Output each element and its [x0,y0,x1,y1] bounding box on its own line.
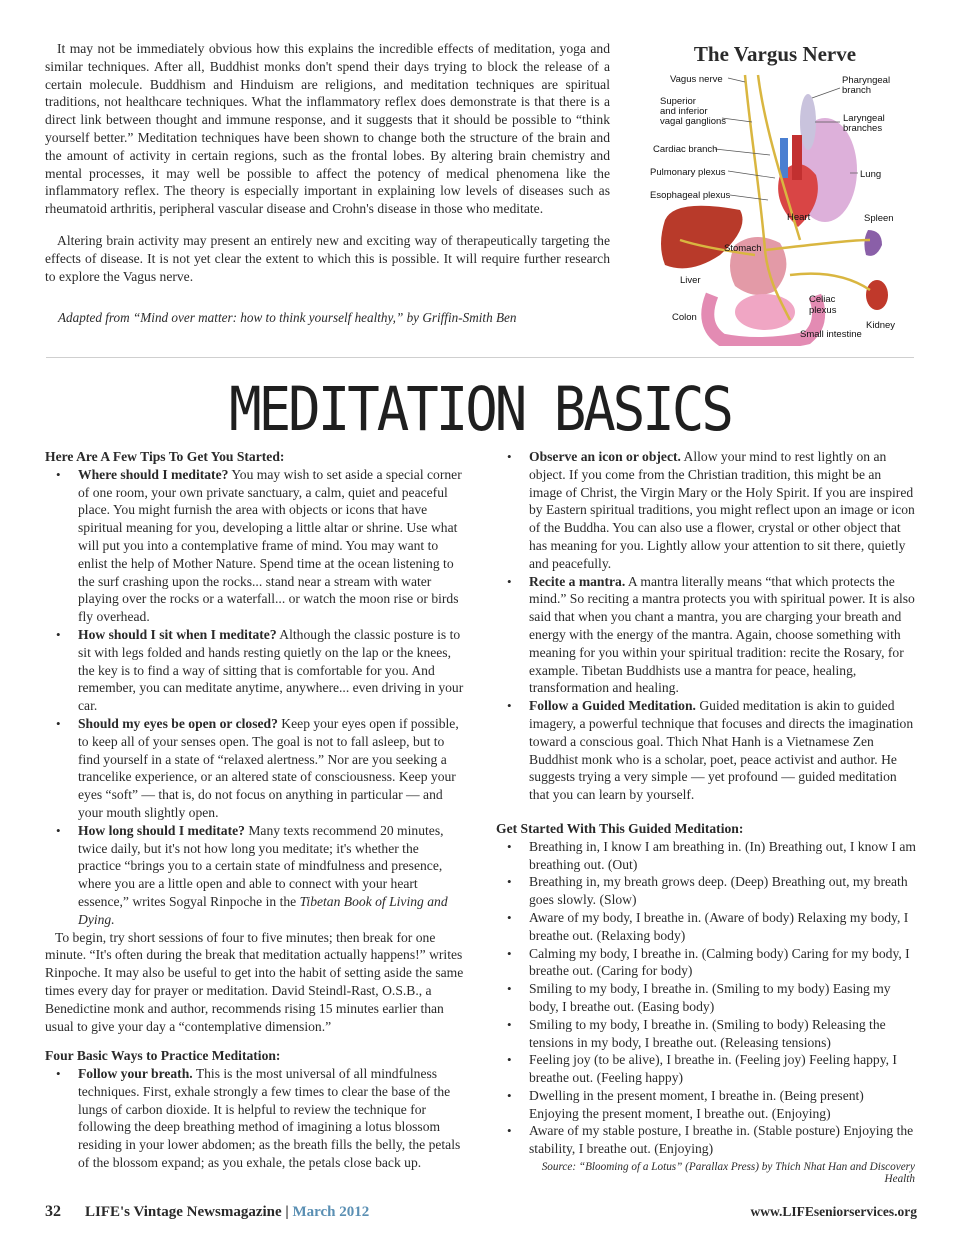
tip-text: Although the classic posture is to sit with legs folded and hands resting quietly on the lap or the knees, the key is to find a way of sitting that is comfortable for you. And remember, you can meditate anytime, anywhere... even driving in your car. [78,626,464,714]
tips-heading: Here Are A Few Tips To Get You Started: [45,449,285,464]
guided-item: • Smiling to my body, I breathe in. (Smiling to my body) Easing my body, I breathe out. (Easing body) [529,980,916,1016]
label-pulmonary-plexus: Pulmonary plexus [650,167,726,178]
vagus-nerve-figure [640,40,910,346]
source-citation: Source: “Blooming of a Lotus” (Parallax Press) by Thich Nhat Han and Discovery Health [541,1161,915,1185]
tip-lead: How long should I meditate? [78,822,245,838]
ways-heading: Four Basic Ways to Practice Meditation: [45,1048,281,1064]
way-item [78,1065,465,1172]
ways-list-right [496,448,916,804]
label-kidney: Kidney [866,320,896,331]
magazine-title: LIFE's Vintage Newsmagazine | [85,1204,289,1220]
tip-lead: Where should I meditate? [78,466,229,482]
label-heart: Heart [787,212,811,223]
label-spleen: Spleen [864,213,894,224]
website-link[interactable]: www.LIFEseniorservices.org [750,1204,917,1219]
trachea-shape [800,94,816,150]
way-text: Guided meditation is akin to guided imagery, a powerful technique that focuses and directs the imagination toward a conscious goal. Thich Nhat Hanh is a Vietnamese Zen Buddhist monk who is a scholar, poet, peace activist and author. He suggests trying a very simple — yet profound — guided meditation that you can learn by yourself. [529,698,914,803]
label-lung: Lung [860,169,882,180]
label-vagus-nerve: Vagus nerve [670,74,723,85]
guided-item: • Dwelling in the present moment, I breathe in. (Being present) Enjoying the present moment, I breathe out. (Enjoying) [529,1087,916,1123]
label-superior: Superior [660,96,696,107]
way-lead: Follow a Guided Meditation. [529,698,696,714]
way-item [529,573,916,698]
guided-item: • Feeling joy (to be alive), I breathe in. (Feeling joy) Feeling happy, I breathe out. (Feeling happy) [529,1051,916,1087]
tips-list [45,466,465,929]
book-title: Tibetan Book of Living and Dying. [78,893,448,927]
way-lead: Observe an icon or object. [529,449,681,464]
intro-paragraph-1: It may not be immediately obvious how this explains the incredible effects of meditation, yoga and similar techniques. After all, Buddhist monks don't spend their days trying to block the release of a certain molecule. Buddhism and Hinduism are religions, and meditation techniques are spiritual traditions, not healthcare techniques. What the inflammatory reflex does demonstrate is that there is a direct link between thought and immune response, and it suggests that it should be possible to “think yourself better.” Meditation techniques have been shown to change both the structure of the brain and the amount of activity in certain regions, such as the frontal lobes. By altering brain chemistry and mental processes, it may well be possible to affect the potency of medical phenomena like the inflammatory reflex. The theory is especially important in explaining low levels of diseases such as rheumatoid arthritis, peripheral vascular disease and Crohn's disease in those who meditate. [45,41,610,217]
label-ganglions: vagal ganglions [660,116,727,127]
label-pharyngeal-branch: branch [842,85,872,96]
guided-item: • Aware of my body, I breathe in. (Aware of body) Relaxing my body, I breathe out. (Relaxing body) [529,909,916,945]
tip-item [78,466,465,626]
label-stomach: Stomach [724,243,762,254]
way-text: Allow your mind to rest lightly on an object. If you come from the Christian tradition, this might be an image of Christ, the Virgin Mary or the Holy Spirit. If you are inspired by Eastern spiritual traditions, you might reflect upon an image or icon of the Buddha. You can also use a flower, crystal or other object that has meaning for you. Lightly allow your attention to sit there, quietly and peacefully. [529,449,915,571]
article-credit: Adapted from “Mind over matter: how to think yourself healthy,” by Griffin-Smith Ben [58,310,517,325]
tip-text: Many texts recommend 20 minutes, twice daily, but it's not how long you meditate; it's whether the practice “brings you to a certain state of mindfulness and presence, where you are a little open and able to connect with your heart essence,” writes Sogyal Rinpoche in the [78,822,444,909]
guided-list [496,838,916,1158]
aorta-shape [792,135,802,180]
issue-date: March 2012 [292,1204,370,1220]
label-celiac: Celiac [809,294,836,305]
way-item [529,697,916,804]
label-inferior: and inferior [660,106,708,117]
way-text: A mantra literally means “that which protects the mind.” So reciting a mantra protects you with spiritual power. It is also said that when you chant a mantra, you are charging your breath and energy with the energy of the mantra. Again, choose something with meaning for you within your spiritual tradition: recite the Rosary, for example. Tibetan Buddhists use a mantra for peace, healing, transformation and healing. [529,573,915,696]
label-esophageal-plexus: Esophageal plexus [650,190,731,201]
section-divider [46,357,914,358]
intro-section [45,40,610,299]
page-number: 32 [45,1203,61,1220]
page-footer [45,1203,917,1225]
label-laryngeal: Laryngeal [843,113,885,124]
guided-item: • Aware of my stable posture, I breathe in. (Stable posture) Enjoying the stability, I breathe out. (Enjoying) [529,1122,916,1158]
label-celiac-plexus: plexus [809,305,837,316]
guided-item: • Breathing in, my breath grows deep. (Deep) Breathing out, my breath goes slowly. (Slow) [529,873,916,909]
guided-item: • Breathing in, I know I am breathing in. (In) Breathing out, I know I am breathing out. (Out) [529,838,916,874]
begin-paragraph: To begin, try short sessions of four to five minutes; then break for one minute. “It's often during the break that meditation actually happens!” writes Rinpoche. It may also be useful to get into the habit of setting aside the same times every day for prayer or meditation. David Steindl-Rast, O.S.B., a Benedictine monk and author, recommends rising 15 minutes earlier than usual to give your day a “contemplative dimension.” [45,929,464,1034]
guided-item: • Smiling to my body, I breathe in. (Smiling to body) Releasing the tensions in my body, I breathe out. (Releasing tensions) [529,1016,916,1052]
tip-item [78,626,465,715]
tip-text: Keep your eyes open if possible, to keep all of your senses open. The goal is not to fall asleep, but to find yourself in a state of “relaxed alertness.” Nor are you seeking a trancelike experience, or an altered state of consciousness. Keep your eyes “soft” — that is, do not focus on anything in particular — and your mouth slightly open. [78,715,459,820]
guided-heading: Get Started With This Guided Meditation: [496,820,744,836]
label-laryngeal-branches: branches [843,123,883,134]
label-small-intestine: Small intestine [800,329,862,340]
intro-paragraph-2: Altering brain activity may present an entirely new and exciting way of therapeutically targeting the effects of disease. It is not yet clear the extent to which this is possible. It will require further research to explore the Vagus nerve. [45,232,610,284]
way-text: This is the most universal of all mindfulness techniques. First, exhale strongly a few times to clear the base of the lungs of carbon dioxide. It is helpful to review the technique for following the deep breathing method of imagining a lotus blossom residing in your lower abdomen; as the breath fills the belly, the petals of the blossom expand; as you exhale, the petals close back up. [78,1066,461,1171]
label-pharyngeal: Pharyngeal [842,75,891,86]
left-column [45,448,465,1172]
way-item [529,448,916,573]
label-liver: Liver [680,275,701,286]
tip-item [78,715,465,822]
tip-lead: Should my eyes be open or closed? [78,715,278,731]
section-headline: MEDITATION BASICS [229,374,731,445]
tip-lead: How should I sit when I meditate? [78,626,277,642]
vein-shape [780,138,788,178]
right-column [496,448,916,1158]
anatomy-illustration [640,40,910,346]
tip-text: You may wish to set aside a special corner of one room, your own private sanctuary, a calm, quiet and peaceful place. You might furnish the area with objects or icons that have spiritual meaning for you, developing a little altar or shrine. Use what will put you into a contemplative frame of mind. You may want to enlist the help of Mother Nature. Spend time at the ocean listening to the surf crashing upon the rocks... stand near a stream with water playing over the rocks or a waterfall... or watch the moon rise or birds fly overhead. [78,466,462,625]
label-colon: Colon [672,312,697,323]
liver-shape [661,206,743,269]
ways-list-left [45,1065,465,1172]
tip-item [78,822,465,929]
magazine-name [85,1204,369,1221]
spleen-shape [864,230,882,256]
kidney-shape [866,280,888,310]
figure-title: The Vargus Nerve [693,42,857,66]
way-lead: Follow your breath. [78,1066,193,1082]
way-lead: Recite a mantra. [529,573,626,589]
guided-item: • Calming my body, I breathe in. (Calming body) Caring for my body, I breathe out. (Caring for body) [529,945,916,981]
label-cardiac-branch: Cardiac branch [653,144,718,155]
